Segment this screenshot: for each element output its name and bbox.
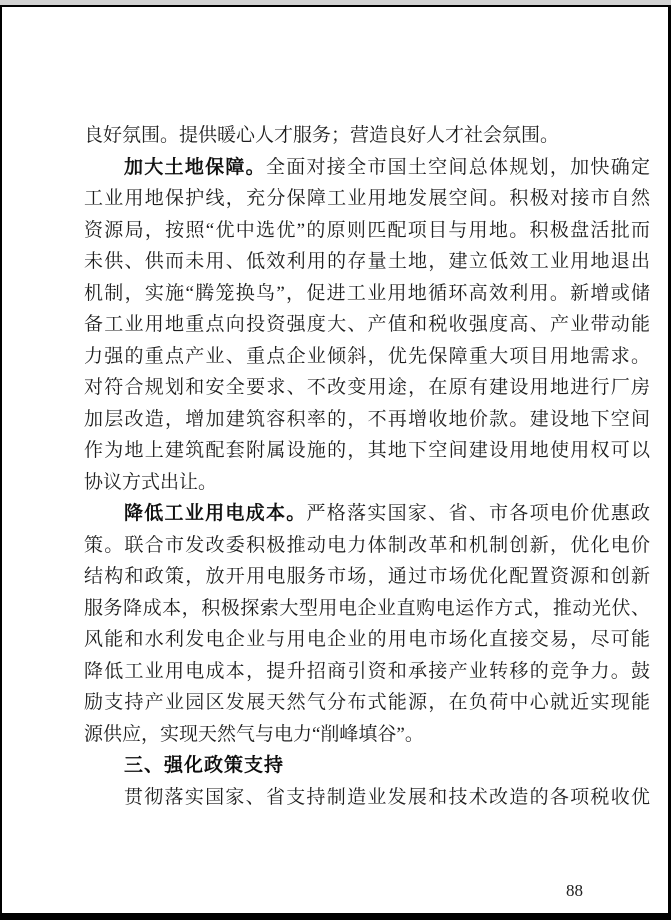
text-line bbox=[84, 467, 650, 499]
document-page bbox=[0, 5, 671, 920]
line-text: 作为地上建筑配套附属设施的，其地下空间建设用地使用权可以 bbox=[84, 440, 650, 461]
text-line bbox=[84, 593, 650, 625]
line-text: 贯彻落实国家、省支持制造业发展和技术改造的各项税收优 bbox=[124, 786, 650, 808]
line-text: 服务降成本，积极探索大型用电企业直购电运作方式，推动光伏、 bbox=[84, 597, 650, 619]
text-line bbox=[84, 435, 650, 467]
line-text: 严格落实国家、省、市各项电价优惠政 bbox=[306, 503, 650, 524]
line-text: 协议方式出让。 bbox=[84, 471, 218, 493]
text-line bbox=[84, 561, 650, 593]
line-text: 力强的重点产业、重点企业倾斜，优先保障重大项目用地需求。 bbox=[84, 345, 650, 367]
line-text: 机制，实施“腾笼换鸟”，促进工业用地循环高效利用。新增或储 bbox=[84, 282, 650, 304]
text-line bbox=[84, 719, 650, 751]
paragraph-bold-lead: 加大土地保障。 bbox=[124, 156, 266, 178]
text-line bbox=[84, 782, 650, 814]
text-line bbox=[84, 372, 650, 404]
line-text: 备工业用地重点向投资强度大、产值和税收强度高、产业带动能 bbox=[84, 314, 650, 335]
section-heading bbox=[84, 750, 650, 782]
text-line bbox=[84, 341, 650, 373]
line-text: 风能和水利发电企业与用电企业的用电市场化直接交易，尽可能 bbox=[84, 629, 650, 650]
line-text: 良好氛围。提供暖心人才服务；营造良好人才社会氛围。 bbox=[84, 125, 560, 146]
line-text: 加层改造，增加建筑容积率的，不再增收地价款。建设地下空间 bbox=[84, 408, 650, 430]
text-line bbox=[84, 498, 650, 530]
document-body bbox=[84, 120, 650, 813]
text-line bbox=[84, 656, 650, 688]
text-line bbox=[84, 309, 650, 341]
text-line bbox=[84, 215, 650, 247]
text-line bbox=[84, 120, 650, 152]
text-line bbox=[84, 687, 650, 719]
text-line bbox=[84, 278, 650, 310]
line-text: 励支持产业园区发展天然气分布式能源，在负荷中心就近实现能 bbox=[84, 692, 650, 713]
line-text: 全面对接全市国土空间总体规划，加快确定 bbox=[265, 156, 650, 178]
paragraph-bold-lead: 降低工业用电成本。 bbox=[124, 503, 307, 524]
line-text: 策。联合市发改委积极推动电力体制改革和机制创新，优化电价 bbox=[84, 534, 650, 556]
line-text: 未供、供而未用、低效利用的存量土地，建立低效工业用地退出 bbox=[84, 251, 650, 272]
page-number: 88 bbox=[566, 881, 583, 900]
text-line bbox=[84, 183, 650, 215]
text-line bbox=[84, 246, 650, 278]
text-line bbox=[84, 624, 650, 656]
line-text: 源供应，实现天然气与电力“削峰填谷”。 bbox=[84, 723, 424, 745]
line-text: 结构和政策，放开用电服务市场，通过市场优化配置资源和创新 bbox=[84, 566, 650, 587]
text-line bbox=[84, 530, 650, 562]
line-text: 工业用地保护线，充分保障工业用地发展空间。积极对接市自然 bbox=[84, 188, 650, 209]
text-line bbox=[84, 152, 650, 184]
text-line bbox=[84, 404, 650, 436]
line-text: 三、强化政策支持 bbox=[124, 755, 285, 776]
line-text: 降低工业用电成本，提升招商引资和承接产业转移的竞争力。鼓 bbox=[84, 660, 650, 682]
line-text: 资源局，按照“优中选优”的原则匹配项目与用地。积极盘活批而 bbox=[84, 219, 650, 241]
line-text: 对符合规划和安全要求、不改变用途，在原有建设用地进行厂房 bbox=[84, 377, 650, 398]
